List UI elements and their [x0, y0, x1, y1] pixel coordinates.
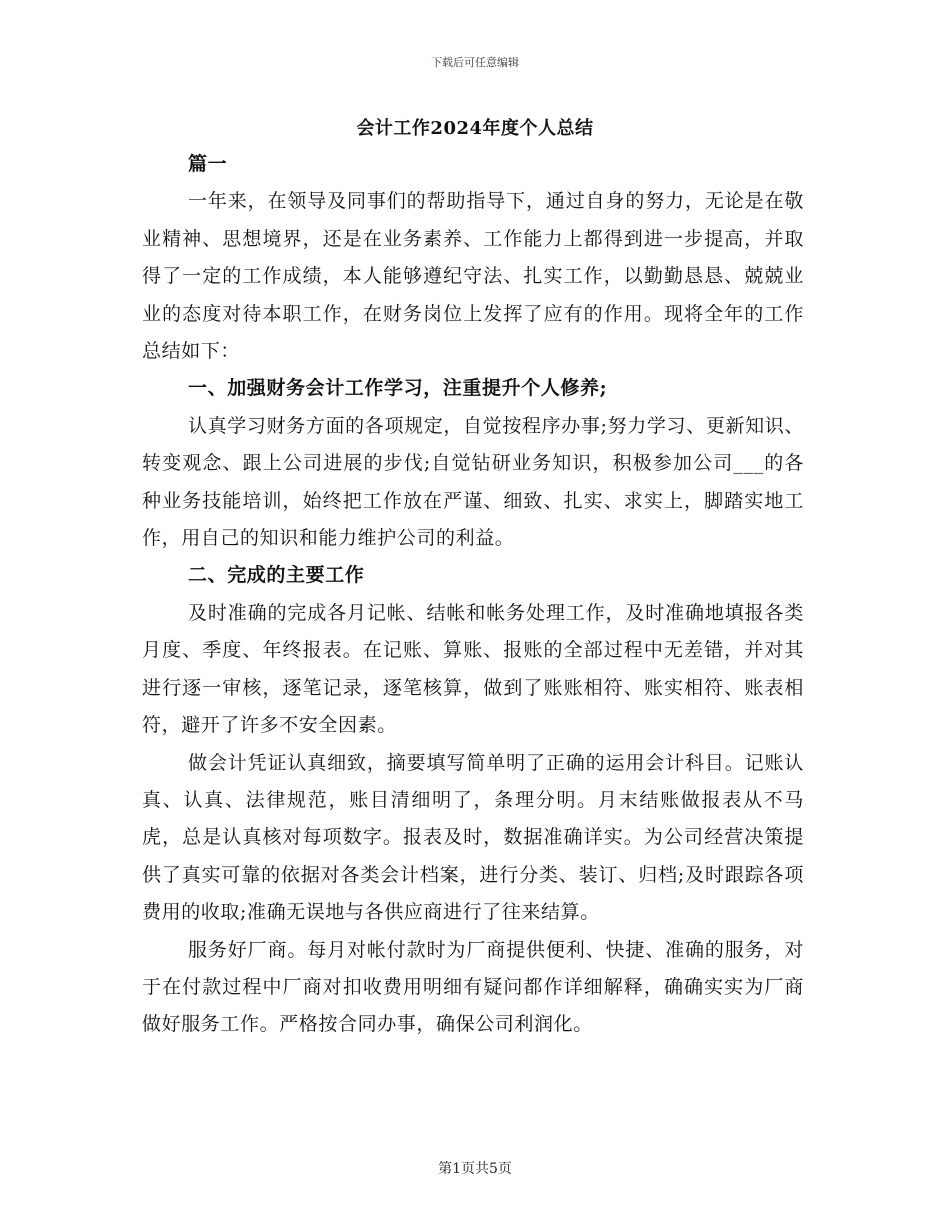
- heading-study: 一、加强财务会计工作学习，注重提升个人修养;: [188, 377, 608, 400]
- document-title: 会计工作2024年度个人总结: [356, 118, 594, 139]
- page-header-note: 下载后可任意编辑: [431, 56, 519, 69]
- paragraph-intro: 一年来，在领导及同事们的帮助指导下，通过自身的努力，无论是在敬业精神、思想境界，还是在业务素养、工作能力上都得到进一步提高，并取得了一定的工作成绩，本人能够遵纪守法、扎实工作，以勤勤恳恳、兢兢业业的态度对待本职工作，在财务岗位上发挥了应有的作用。现将全年的工作总结如下：: [142, 190, 804, 363]
- paragraph-bookkeeping: 及时准确的完成各月记帐、结帐和帐务处理工作，及时准确地填报各类月度、季度、年终报表。在记账、算账、报账的全部过程中无差错，并对其进行逐一审核，逐笔记录，逐笔核算，做到了账账相符、账实相符、账表相符，避开了许多不安全因素。: [142, 601, 804, 737]
- page-number: 第1页共5页: [438, 1161, 512, 1177]
- heading-main-work: 二、完成的主要工作: [188, 564, 365, 587]
- document-body: [142, 146, 804, 1044]
- paragraph-vendor-service: 服务好厂商。每月对帐付款时为厂商提供便利、快捷、准确的服务，对于在付款过程中厂商对扣收费用明细有疑问都作详细解释，确确实实为厂商做好服务工作。严格按合同办事，确保公司利润化。: [142, 938, 804, 1036]
- section-label: 篇一: [188, 153, 228, 175]
- paragraph-vouchers: 做会计凭证认真细致，摘要填写简单明了正确的运用会计科目。记账认真、认真、法律规范，账目清细明了，条理分明。月末结账做报表从不马虎，总是认真核对每项数字。报表及时，数据准确详实。为公司经营决策提供了真实可靠的依据对各类会计档案，进行分类、装订、归档;及时跟踪各项费用的收取;准确无误地与各供应商进行了往来结算。: [142, 751, 804, 924]
- paragraph-study: 认真学习财务方面的各项规定，自觉按程序办事;努力学习、更新知识、转变观念、跟上公司进展的步伐;自觉钻研业务知识，积极参加公司___的各种业务技能培训，始终把工作放在严谨、细致、扎实、求实上，脚踏实地工作，用自己的知识和能力维护公司的利益。: [142, 414, 804, 550]
